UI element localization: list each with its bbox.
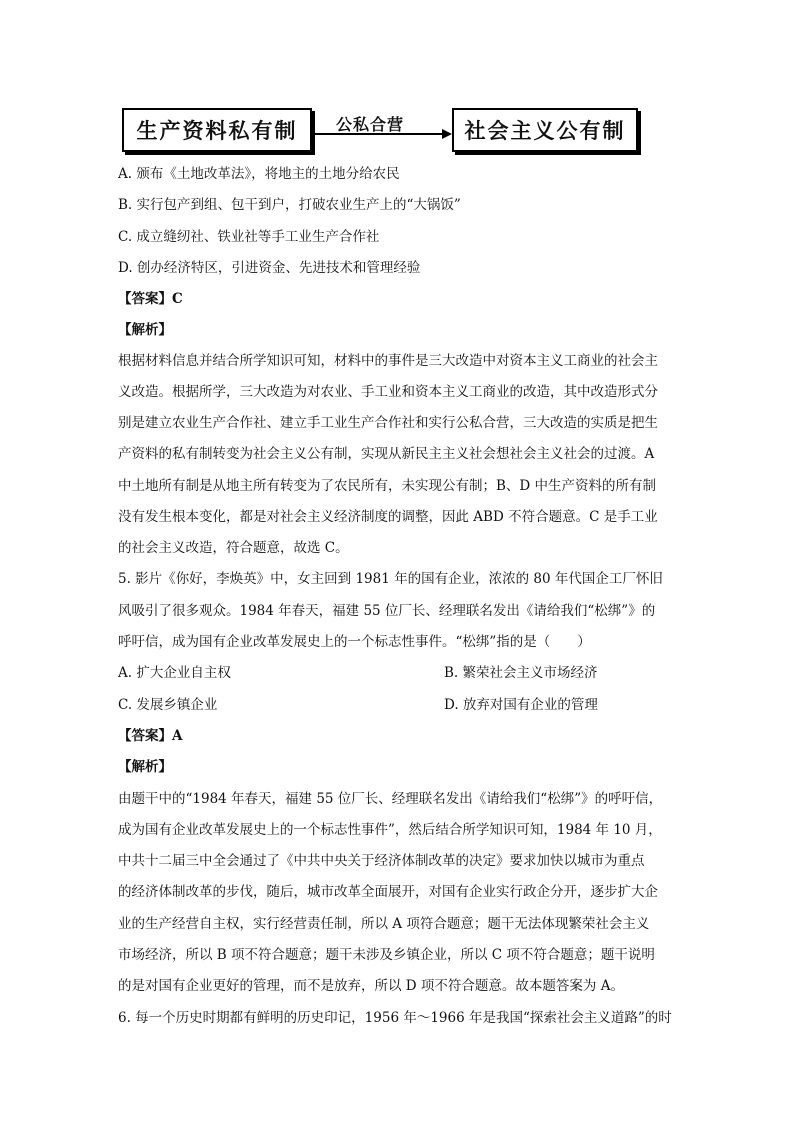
q5-answer: 【答案】A <box>118 728 183 744</box>
q5-option-a: A. 扩大企业自主权 <box>118 665 231 681</box>
q4-analysis-line: 没有发生根本变化，都是对社会主义经济制度的调整，因此 ABD 不符合题意。C 是手工业 <box>118 509 658 525</box>
q5-analysis-title: 【解析】 <box>118 759 172 775</box>
q5-analysis-line: 由题干中的“1984 年春天，福建 55 位厂长、经理联名发出《请给我们“松绑”》的呼吁信， <box>118 791 663 807</box>
q5-option-d: D. 放弃对国有企业的管理 <box>444 697 598 713</box>
q5-analysis-line: 业的生产经营自主权，实行经营责任制，所以 A 项符合题意；题干无法体现繁荣社会主义 <box>118 916 650 932</box>
q4-option-a: A. 颁布《土地改革法》，将地主的土地分给农民 <box>118 166 400 182</box>
q5-analysis-line: 的经济体制改革的步伐，随后，城市改革全面展开，对国有企业实行政企分开，逐步扩大企 <box>118 884 658 900</box>
q5-analysis-line: 市场经济，所以 B 项不符合题意；题干未涉及乡镇企业，所以 C 项不符合题意；题干说明 <box>118 947 655 963</box>
q4-option-b: B. 实行包产到组、包干到户，打破农业生产上的“大锅饭” <box>118 197 461 213</box>
q5-stem-line: 呼吁信，成为国有企业改革发展史上的一个标志性事件。“松绑”指的是（ ） <box>118 634 591 650</box>
q5-option-c: C. 发展乡镇企业 <box>118 697 218 713</box>
q5-analysis-line: 的是对国有企业更好的管理，而不是放弃，所以 D 项不符合题意。故本题答案为 A。 <box>118 978 624 994</box>
arrow-label: 公私合营 <box>336 115 405 134</box>
private-ownership-box: 生产资料私有制 <box>122 108 312 152</box>
q5-analysis-line: 成为国有企业改革发展史上的一个标志性事件”，然后结合所学知识可知，1984 年 10 月， <box>118 822 662 838</box>
q5-stem-line: 风吸引了很多观众。1984 年春天，福建 55 位厂长、经理联名发出《请给我们“松绑”》的 <box>118 603 656 619</box>
q6-stem-line: 6. 每一个历史时期都有鲜明的历史印记，1956 年～1966 年是我国“探索社会主义道路”的时 <box>118 1010 672 1026</box>
q4-option-d: D. 创办经济特区，引进资金、先进技术和管理经验 <box>118 260 421 276</box>
q4-analysis-line: 中土地所有制是从地主所有转变为了农民所有，未实现公有制；B、D 中生产资料的所有制 <box>118 478 657 494</box>
q4-analysis-line: 的社会主义改造，符合题意，故选 C。 <box>118 540 349 556</box>
q4-analysis-line: 义改造。根据所学，三大改造为对农业、手工业和资本主义工商业的改造，其中改造形式分 <box>118 384 658 400</box>
q4-analysis-line: 产资料的私有制转变为社会主义公有制，实现从新民主主义社会想社会主义社会的过渡。A <box>118 446 655 462</box>
q4-option-c: C. 成立缝纫社、铁业社等手工业生产合作社 <box>118 229 380 245</box>
q5-stem-line: 5. 影片《你好，李焕英》中，女主回到 1981 年的国有企业，浓浓的 80 年代国企工厂怀旧 <box>118 571 663 587</box>
q4-analysis-title: 【解析】 <box>118 322 172 338</box>
ownership-diagram <box>122 108 642 152</box>
q5-analysis-line: 中共十二届三中全会通过了《中共中央关于经济体制改革的决定》要求加快以城市为重点 <box>118 853 645 869</box>
public-ownership-box: 社会主义公有制 <box>452 108 638 152</box>
q4-answer: 【答案】C <box>118 291 183 307</box>
arrow-right-icon <box>314 126 454 142</box>
q4-analysis-line: 别是建立农业生产合作社、建立手工业生产合作社和实行公私合营，三大改造的实质是把生 <box>118 415 658 431</box>
q4-analysis-line: 根据材料信息并结合所学知识可知，材料中的事件是三大改造中对资本主义工商业的社会主 <box>118 353 658 369</box>
q5-option-b: B. 繁荣社会主义市场经济 <box>444 665 598 681</box>
